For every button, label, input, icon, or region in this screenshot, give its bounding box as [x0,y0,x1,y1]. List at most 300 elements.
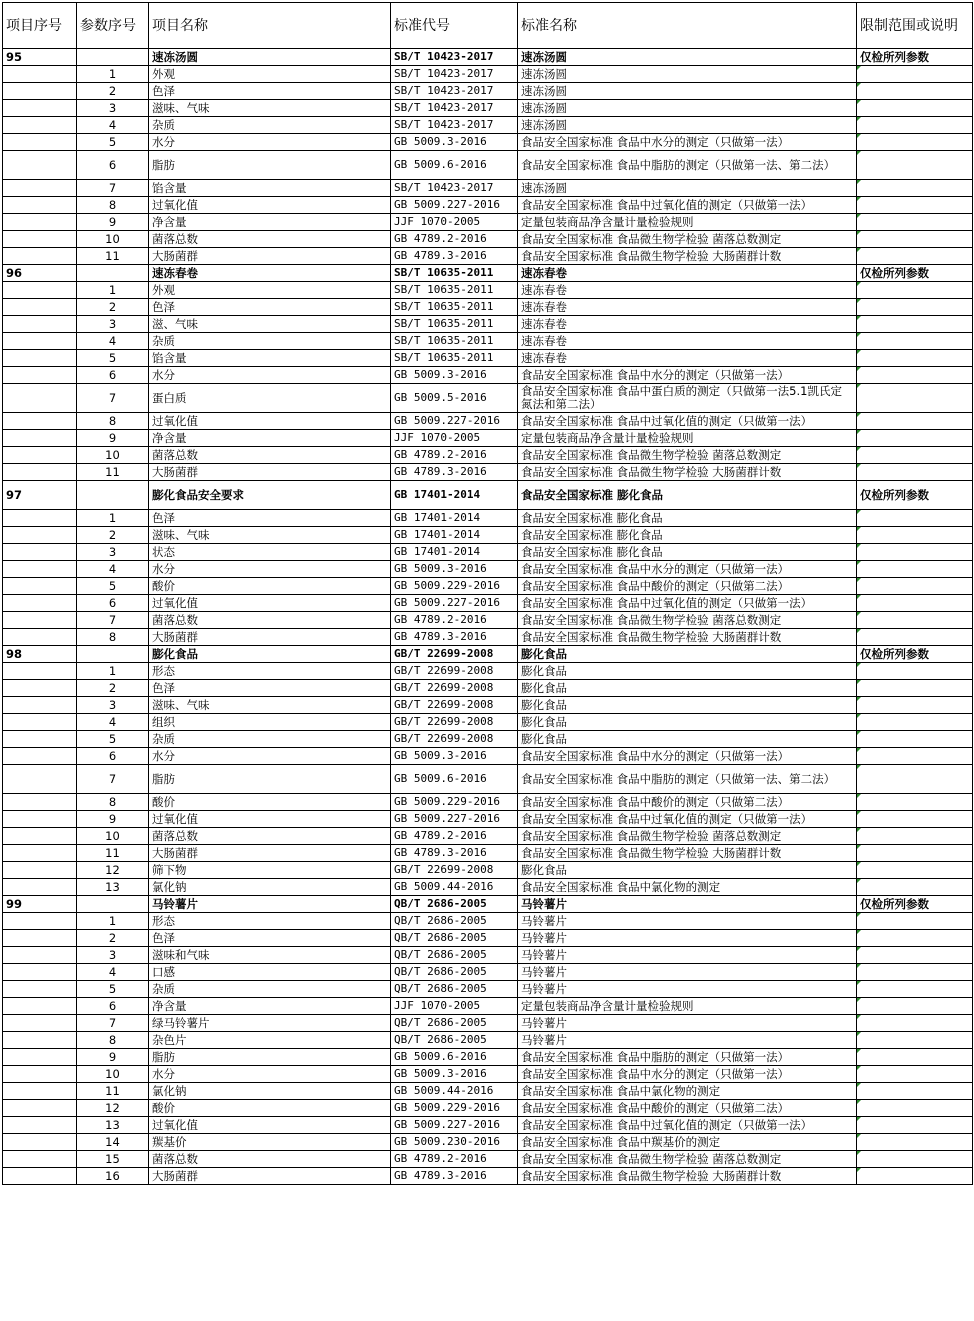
limit-cell [857,561,973,578]
item-name-cell: 外观 [149,282,391,299]
item-name-cell: 馅含量 [149,350,391,367]
limit-cell [857,748,973,765]
limit-cell [857,333,973,350]
item-name-cell: 过氧化值 [149,811,391,828]
item-name-cell: 酸价 [149,1100,391,1117]
limit-cell [857,794,973,811]
standard-name-cell: 马铃薯片 [518,964,857,981]
standard-code-cell: GB 5009.44-2016 [391,879,518,896]
standard-name-cell: 膨化食品 [518,680,857,697]
standard-code-cell: GB 17401-2014 [391,481,518,510]
standards-table [2,2,973,1185]
item-name-cell: 膨化食品安全要求 [149,481,391,510]
table-row [3,447,973,464]
project-no-cell [3,447,77,464]
project-no-cell [3,731,77,748]
project-no-cell [3,1015,77,1032]
limit-cell [857,527,973,544]
limit-cell [857,612,973,629]
param-no-cell [77,896,149,913]
standard-name-cell: 食品安全国家标准 食品中过氧化值的测定（只做第一法） [518,1117,857,1134]
table-row [3,248,973,265]
standard-code-cell: GB 4789.3-2016 [391,629,518,646]
standard-code-cell: QB/T 2686-2005 [391,896,518,913]
standard-name-cell: 食品安全国家标准 食品中酸价的测定（只做第二法） [518,794,857,811]
col-header-param-no: 参数序号 [77,3,149,49]
table-row [3,930,973,947]
standard-code-cell: GB 5009.44-2016 [391,1083,518,1100]
table-row [3,100,973,117]
limit-cell [857,913,973,930]
standard-code-cell: JJF 1070-2005 [391,214,518,231]
standard-code-cell: GB 5009.227-2016 [391,811,518,828]
standard-code-cell: SB/T 10635-2011 [391,299,518,316]
standard-name-cell: 膨化食品 [518,731,857,748]
standard-code-cell: GB 4789.2-2016 [391,447,518,464]
table-row [3,731,973,748]
limit-cell [857,134,973,151]
item-name-cell: 羰基价 [149,1134,391,1151]
table-row [3,748,973,765]
param-no-cell: 2 [77,527,149,544]
table-row [3,1117,973,1134]
param-no-cell: 3 [77,697,149,714]
project-no-cell [3,595,77,612]
param-no-cell: 3 [77,544,149,561]
param-no-cell: 9 [77,811,149,828]
item-name-cell: 膨化食品 [149,646,391,663]
limit-cell [857,1015,973,1032]
table-row [3,1083,973,1100]
standard-code-cell: SB/T 10423-2017 [391,83,518,100]
limit-cell [857,1032,973,1049]
param-no-cell: 6 [77,748,149,765]
param-no-cell: 8 [77,197,149,214]
col-header-item-name: 项目名称 [149,3,391,49]
standard-code-cell: GB 5009.3-2016 [391,1066,518,1083]
item-name-cell: 菌落总数 [149,1151,391,1168]
table-row [3,981,973,998]
project-no-cell [3,151,77,180]
project-no-cell [3,697,77,714]
project-no-cell: 97 [3,481,77,510]
project-header-row [3,646,973,663]
limit-cell [857,828,973,845]
standard-code-cell: SB/T 10423-2017 [391,66,518,83]
param-no-cell: 7 [77,612,149,629]
project-no-cell [3,1066,77,1083]
standard-code-cell: GB 5009.6-2016 [391,1049,518,1066]
param-no-cell: 1 [77,510,149,527]
param-no-cell: 13 [77,1117,149,1134]
standard-code-cell: JJF 1070-2005 [391,998,518,1015]
standard-name-cell: 食品安全国家标准 食品中水分的测定（只做第一法） [518,367,857,384]
param-no-cell: 1 [77,913,149,930]
project-no-cell [3,947,77,964]
table-row [3,316,973,333]
project-no-cell [3,413,77,430]
project-no-cell [3,811,77,828]
standard-name-cell: 食品安全国家标准 食品中羰基价的测定 [518,1134,857,1151]
table-row [3,794,973,811]
limit-cell [857,384,973,413]
item-name-cell: 氯化钠 [149,1083,391,1100]
item-name-cell: 色泽 [149,83,391,100]
param-no-cell: 3 [77,100,149,117]
limit-cell [857,1134,973,1151]
standard-code-cell: GB 5009.230-2016 [391,1134,518,1151]
standard-name-cell: 食品安全国家标准 膨化食品 [518,527,857,544]
project-no-cell [3,100,77,117]
limit-cell [857,1168,973,1185]
table-row [3,282,973,299]
param-no-cell: 12 [77,862,149,879]
standard-name-cell: 膨化食品 [518,663,857,680]
table-row [3,947,973,964]
project-no-cell [3,350,77,367]
param-no-cell [77,481,149,510]
table-row [3,612,973,629]
project-no-cell: 99 [3,896,77,913]
standard-name-cell: 速冻春卷 [518,316,857,333]
param-no-cell: 4 [77,561,149,578]
limit-cell [857,765,973,794]
param-no-cell: 11 [77,845,149,862]
project-no-cell [3,714,77,731]
item-name-cell: 水分 [149,561,391,578]
project-no-cell [3,663,77,680]
standard-name-cell: 食品安全国家标准 食品中水分的测定（只做第一法） [518,134,857,151]
param-no-cell: 9 [77,214,149,231]
limit-cell [857,845,973,862]
standard-name-cell: 食品安全国家标准 食品中蛋白质的测定（只做第一法5.1凯氏定氮法和第二法） [518,384,857,413]
standard-code-cell: QB/T 2686-2005 [391,964,518,981]
param-no-cell: 14 [77,1134,149,1151]
project-no-cell [3,612,77,629]
project-header-row [3,265,973,282]
table-row [3,527,973,544]
param-no-cell: 10 [77,231,149,248]
limit-cell [857,413,973,430]
standard-code-cell: SB/T 10635-2011 [391,316,518,333]
item-name-cell: 菌落总数 [149,828,391,845]
standard-name-cell: 膨化食品 [518,714,857,731]
param-no-cell: 5 [77,134,149,151]
table-row [3,134,973,151]
item-name-cell: 滋味、气味 [149,527,391,544]
project-no-cell [3,1117,77,1134]
project-no-cell [3,527,77,544]
col-header-standard-name: 标准名称 [518,3,857,49]
project-no-cell [3,964,77,981]
standard-code-cell: GB 4789.3-2016 [391,1168,518,1185]
standard-name-cell: 食品安全国家标准 膨化食品 [518,481,857,510]
limit-cell [857,1117,973,1134]
project-no-cell [3,765,77,794]
standard-code-cell: GB/T 22699-2008 [391,680,518,697]
standard-code-cell: SB/T 10635-2011 [391,333,518,350]
standard-code-cell: GB/T 22699-2008 [391,731,518,748]
table-row [3,151,973,180]
param-no-cell: 4 [77,964,149,981]
project-no-cell [3,845,77,862]
standard-code-cell: GB 4789.2-2016 [391,612,518,629]
table-row [3,1134,973,1151]
param-no-cell: 8 [77,629,149,646]
standard-code-cell: QB/T 2686-2005 [391,913,518,930]
project-no-cell [3,998,77,1015]
standard-code-cell: QB/T 2686-2005 [391,1032,518,1049]
param-no-cell: 1 [77,282,149,299]
limit-cell [857,100,973,117]
item-name-cell: 大肠菌群 [149,464,391,481]
limit-cell: 仅检所列参数 [857,265,973,282]
limit-cell [857,83,973,100]
project-no-cell [3,66,77,83]
table-row [3,828,973,845]
limit-cell [857,282,973,299]
table-row [3,998,973,1015]
param-no-cell [77,49,149,66]
table-row [3,714,973,731]
standard-code-cell: GB 4789.3-2016 [391,464,518,481]
standard-name-cell: 定量包装商品净含量计量检验规则 [518,214,857,231]
param-no-cell: 1 [77,663,149,680]
limit-cell: 仅检所列参数 [857,49,973,66]
limit-cell [857,231,973,248]
standard-name-cell: 食品安全国家标准 食品中水分的测定（只做第一法） [518,748,857,765]
project-no-cell [3,680,77,697]
param-no-cell: 5 [77,981,149,998]
project-no-cell [3,180,77,197]
item-name-cell: 酸价 [149,794,391,811]
item-name-cell: 杂质 [149,117,391,134]
project-no-cell [3,367,77,384]
standard-name-cell: 速冻汤圆 [518,180,857,197]
standard-name-cell: 速冻汤圆 [518,117,857,134]
param-no-cell: 7 [77,180,149,197]
param-no-cell: 8 [77,1032,149,1049]
standard-name-cell: 食品安全国家标准 食品微生物学检验 菌落总数测定 [518,447,857,464]
standard-name-cell: 速冻汤圆 [518,66,857,83]
table-row [3,430,973,447]
param-no-cell: 5 [77,731,149,748]
standard-name-cell: 马铃薯片 [518,930,857,947]
item-name-cell: 滋味和气味 [149,947,391,964]
standard-name-cell: 食品安全国家标准 食品中过氧化值的测定（只做第一法） [518,811,857,828]
param-no-cell: 10 [77,1066,149,1083]
param-no-cell: 9 [77,430,149,447]
standard-name-cell: 马铃薯片 [518,947,857,964]
param-no-cell: 12 [77,1100,149,1117]
standard-code-cell: GB 5009.6-2016 [391,151,518,180]
item-name-cell: 杂色片 [149,1032,391,1049]
standard-code-cell: GB/T 22699-2008 [391,714,518,731]
limit-cell [857,1083,973,1100]
table-row [3,1168,973,1185]
table-row [3,180,973,197]
standard-code-cell: QB/T 2686-2005 [391,930,518,947]
limit-cell [857,430,973,447]
param-no-cell: 3 [77,947,149,964]
col-header-limit: 限制范围或说明 [857,3,973,49]
limit-cell [857,1066,973,1083]
standard-code-cell: QB/T 2686-2005 [391,981,518,998]
limit-cell [857,947,973,964]
standard-code-cell: GB 17401-2014 [391,544,518,561]
standard-code-cell: GB 5009.227-2016 [391,595,518,612]
project-no-cell [3,862,77,879]
project-no-cell [3,231,77,248]
table-row [3,1049,973,1066]
limit-cell [857,544,973,561]
standard-code-cell: SB/T 10635-2011 [391,282,518,299]
standard-code-cell: GB 5009.227-2016 [391,1117,518,1134]
param-no-cell: 10 [77,828,149,845]
limit-cell: 仅检所列参数 [857,646,973,663]
item-name-cell: 马铃薯片 [149,896,391,913]
project-no-cell [3,1100,77,1117]
param-no-cell: 7 [77,384,149,413]
standard-code-cell: SB/T 10423-2017 [391,180,518,197]
standard-code-cell: GB 5009.3-2016 [391,367,518,384]
standard-name-cell: 速冻春卷 [518,265,857,282]
table-row [3,510,973,527]
project-no-cell [3,828,77,845]
project-no-cell [3,930,77,947]
item-name-cell: 过氧化值 [149,1117,391,1134]
standard-name-cell: 食品安全国家标准 食品中过氧化值的测定（只做第一法） [518,413,857,430]
table-row [3,1100,973,1117]
standard-name-cell: 定量包装商品净含量计量检验规则 [518,998,857,1015]
limit-cell [857,447,973,464]
standard-name-cell: 食品安全国家标准 食品中脂肪的测定（只做第一法、第二法） [518,765,857,794]
standard-code-cell: GB 5009.3-2016 [391,748,518,765]
limit-cell [857,930,973,947]
param-no-cell: 11 [77,248,149,265]
limit-cell [857,811,973,828]
standard-name-cell: 食品安全国家标准 食品微生物学检验 菌落总数测定 [518,1151,857,1168]
param-no-cell: 10 [77,447,149,464]
limit-cell [857,197,973,214]
item-name-cell: 大肠菌群 [149,629,391,646]
standard-name-cell: 食品安全国家标准 食品微生物学检验 大肠菌群计数 [518,1168,857,1185]
item-name-cell: 大肠菌群 [149,845,391,862]
project-no-cell [3,510,77,527]
project-no-cell [3,197,77,214]
item-name-cell: 杂质 [149,731,391,748]
item-name-cell: 水分 [149,1066,391,1083]
project-no-cell [3,384,77,413]
item-name-cell: 滋、气味 [149,316,391,333]
param-no-cell: 3 [77,316,149,333]
project-no-cell [3,83,77,100]
project-no-cell [3,1168,77,1185]
standard-code-cell: GB 4789.2-2016 [391,828,518,845]
item-name-cell: 净含量 [149,430,391,447]
standard-name-cell: 食品安全国家标准 食品中脂肪的测定（只做第一法、第二法） [518,151,857,180]
limit-cell: 仅检所列参数 [857,481,973,510]
limit-cell [857,214,973,231]
standard-name-cell: 食品安全国家标准 食品微生物学检验 菌落总数测定 [518,231,857,248]
param-no-cell: 16 [77,1168,149,1185]
standard-name-cell: 食品安全国家标准 食品微生物学检验 大肠菌群计数 [518,464,857,481]
param-no-cell: 4 [77,117,149,134]
item-name-cell: 脂肪 [149,151,391,180]
table-row [3,913,973,930]
item-name-cell: 速冻春卷 [149,265,391,282]
table-row [3,811,973,828]
standard-name-cell: 马铃薯片 [518,896,857,913]
limit-cell [857,151,973,180]
header-row [3,3,973,49]
limit-cell [857,862,973,879]
standard-code-cell: GB 5009.227-2016 [391,197,518,214]
param-no-cell: 4 [77,333,149,350]
standard-code-cell: GB 5009.6-2016 [391,765,518,794]
item-name-cell: 氯化钠 [149,879,391,896]
standard-name-cell: 马铃薯片 [518,981,857,998]
table-row [3,697,973,714]
standard-code-cell: SB/T 10423-2017 [391,100,518,117]
limit-cell [857,697,973,714]
standard-code-cell: GB 4789.2-2016 [391,231,518,248]
limit-cell [857,316,973,333]
table-row [3,231,973,248]
limit-cell [857,66,973,83]
param-no-cell [77,646,149,663]
standard-name-cell: 食品安全国家标准 食品微生物学检验 大肠菌群计数 [518,248,857,265]
limit-cell [857,464,973,481]
table-row [3,83,973,100]
param-no-cell: 2 [77,930,149,947]
item-name-cell: 过氧化值 [149,197,391,214]
param-no-cell [77,265,149,282]
project-no-cell [3,282,77,299]
project-no-cell [3,430,77,447]
limit-cell [857,663,973,680]
param-no-cell: 7 [77,765,149,794]
limit-cell [857,981,973,998]
limit-cell [857,1049,973,1066]
standard-code-cell: SB/T 10635-2011 [391,265,518,282]
item-name-cell: 水分 [149,367,391,384]
standard-code-cell: GB 5009.229-2016 [391,1100,518,1117]
standard-name-cell: 食品安全国家标准 食品中水分的测定（只做第一法） [518,1066,857,1083]
project-no-cell [3,629,77,646]
item-name-cell: 过氧化值 [149,413,391,430]
item-name-cell: 形态 [149,913,391,930]
param-no-cell: 2 [77,83,149,100]
standard-code-cell: SB/T 10423-2017 [391,117,518,134]
standard-code-cell: GB 4789.3-2016 [391,248,518,265]
param-no-cell: 2 [77,680,149,697]
limit-cell [857,117,973,134]
project-no-cell [3,333,77,350]
table-row [3,1066,973,1083]
standard-code-cell: QB/T 2686-2005 [391,1015,518,1032]
standard-name-cell: 食品安全国家标准 膨化食品 [518,544,857,561]
table-row [3,578,973,595]
standard-code-cell: GB 17401-2014 [391,527,518,544]
item-name-cell: 净含量 [149,214,391,231]
table-row [3,862,973,879]
limit-cell [857,998,973,1015]
param-no-cell: 9 [77,1049,149,1066]
param-no-cell: 11 [77,1083,149,1100]
standard-name-cell: 膨化食品 [518,646,857,663]
limit-cell [857,731,973,748]
